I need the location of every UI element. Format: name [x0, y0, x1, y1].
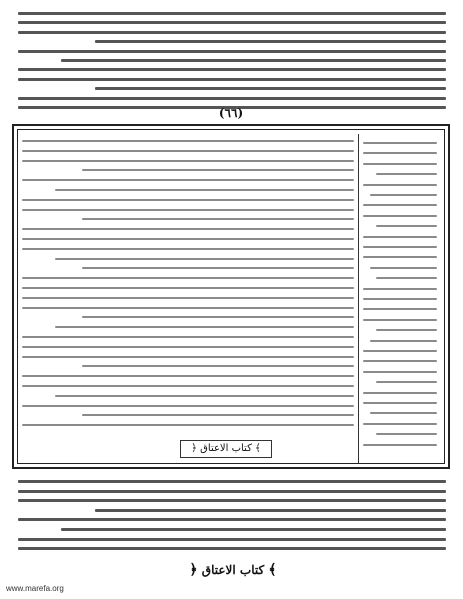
text-line — [18, 538, 446, 541]
text-line — [363, 371, 437, 373]
text-line — [22, 385, 354, 387]
text-line — [18, 499, 446, 502]
text-line — [363, 423, 437, 425]
text-line — [363, 319, 437, 321]
commentary-frame — [12, 124, 450, 469]
text-line — [376, 433, 437, 435]
text-line — [370, 267, 437, 269]
text-line — [363, 215, 437, 217]
text-line — [82, 169, 354, 171]
text-line — [18, 547, 446, 550]
margin-column — [358, 134, 441, 464]
margin-text — [363, 138, 437, 458]
text-line — [363, 236, 437, 238]
text-line — [370, 340, 437, 342]
text-line — [22, 346, 354, 348]
text-line — [363, 163, 437, 165]
text-line — [95, 509, 446, 512]
text-line — [55, 258, 354, 260]
text-line — [363, 152, 437, 154]
text-line — [376, 173, 437, 175]
text-line — [18, 68, 446, 71]
text-line — [22, 199, 354, 201]
text-line — [22, 140, 354, 142]
text-line — [22, 336, 354, 338]
text-line — [22, 248, 354, 250]
text-line — [22, 179, 354, 181]
text-line — [22, 307, 354, 309]
text-line — [363, 392, 437, 394]
main-text-bottom — [18, 476, 446, 556]
title-bracket-open: ﴿ — [189, 562, 198, 578]
text-line — [18, 490, 446, 493]
footer-url: www.marefa.org — [6, 584, 64, 593]
text-line — [363, 184, 437, 186]
text-line — [18, 21, 446, 24]
text-line — [95, 87, 446, 90]
text-line — [18, 97, 446, 100]
text-line — [18, 31, 446, 34]
text-line — [363, 360, 437, 362]
text-line — [363, 308, 437, 310]
text-line — [61, 528, 446, 531]
text-line — [61, 59, 446, 62]
text-line — [22, 209, 354, 211]
text-line — [22, 424, 354, 426]
title-bracket-close: ﴾ — [268, 562, 277, 578]
text-line — [363, 350, 437, 352]
text-line — [363, 256, 437, 258]
commentary-text — [22, 136, 354, 436]
main-text-top — [18, 8, 446, 116]
text-line — [363, 246, 437, 248]
text-line — [363, 204, 437, 206]
chapter-title — [178, 560, 288, 580]
text-line — [22, 228, 354, 230]
text-line — [82, 316, 354, 318]
text-line — [363, 142, 437, 144]
text-line — [22, 405, 354, 407]
text-line — [376, 381, 437, 383]
text-line — [22, 150, 354, 152]
text-line — [55, 189, 354, 191]
text-line — [18, 78, 446, 81]
text-line — [18, 518, 446, 521]
margin-heading — [359, 136, 441, 150]
section-heading: ﴿ كتاب الاعتاق ﴾ — [180, 440, 272, 458]
text-line — [363, 288, 437, 290]
text-line — [22, 238, 354, 240]
text-line — [18, 480, 446, 483]
text-line — [82, 218, 354, 220]
text-line — [82, 267, 354, 269]
text-line — [376, 329, 437, 331]
text-line — [22, 287, 354, 289]
chapter-title-text: كتاب الاعتاق — [201, 563, 265, 577]
text-line — [376, 277, 437, 279]
text-line — [22, 160, 354, 162]
text-line — [363, 402, 437, 404]
text-line — [82, 365, 354, 367]
text-line — [18, 12, 446, 15]
text-line — [363, 298, 437, 300]
page-number: (٦٦) — [218, 106, 244, 120]
text-line — [22, 297, 354, 299]
text-line — [370, 412, 437, 414]
text-line — [370, 194, 437, 196]
text-line — [55, 326, 354, 328]
text-line — [376, 225, 437, 227]
text-line — [22, 356, 354, 358]
text-line — [82, 414, 354, 416]
text-line — [55, 395, 354, 397]
text-line — [95, 40, 446, 43]
text-line — [22, 277, 354, 279]
text-line — [18, 50, 446, 53]
text-line — [22, 375, 354, 377]
text-line — [363, 444, 437, 446]
